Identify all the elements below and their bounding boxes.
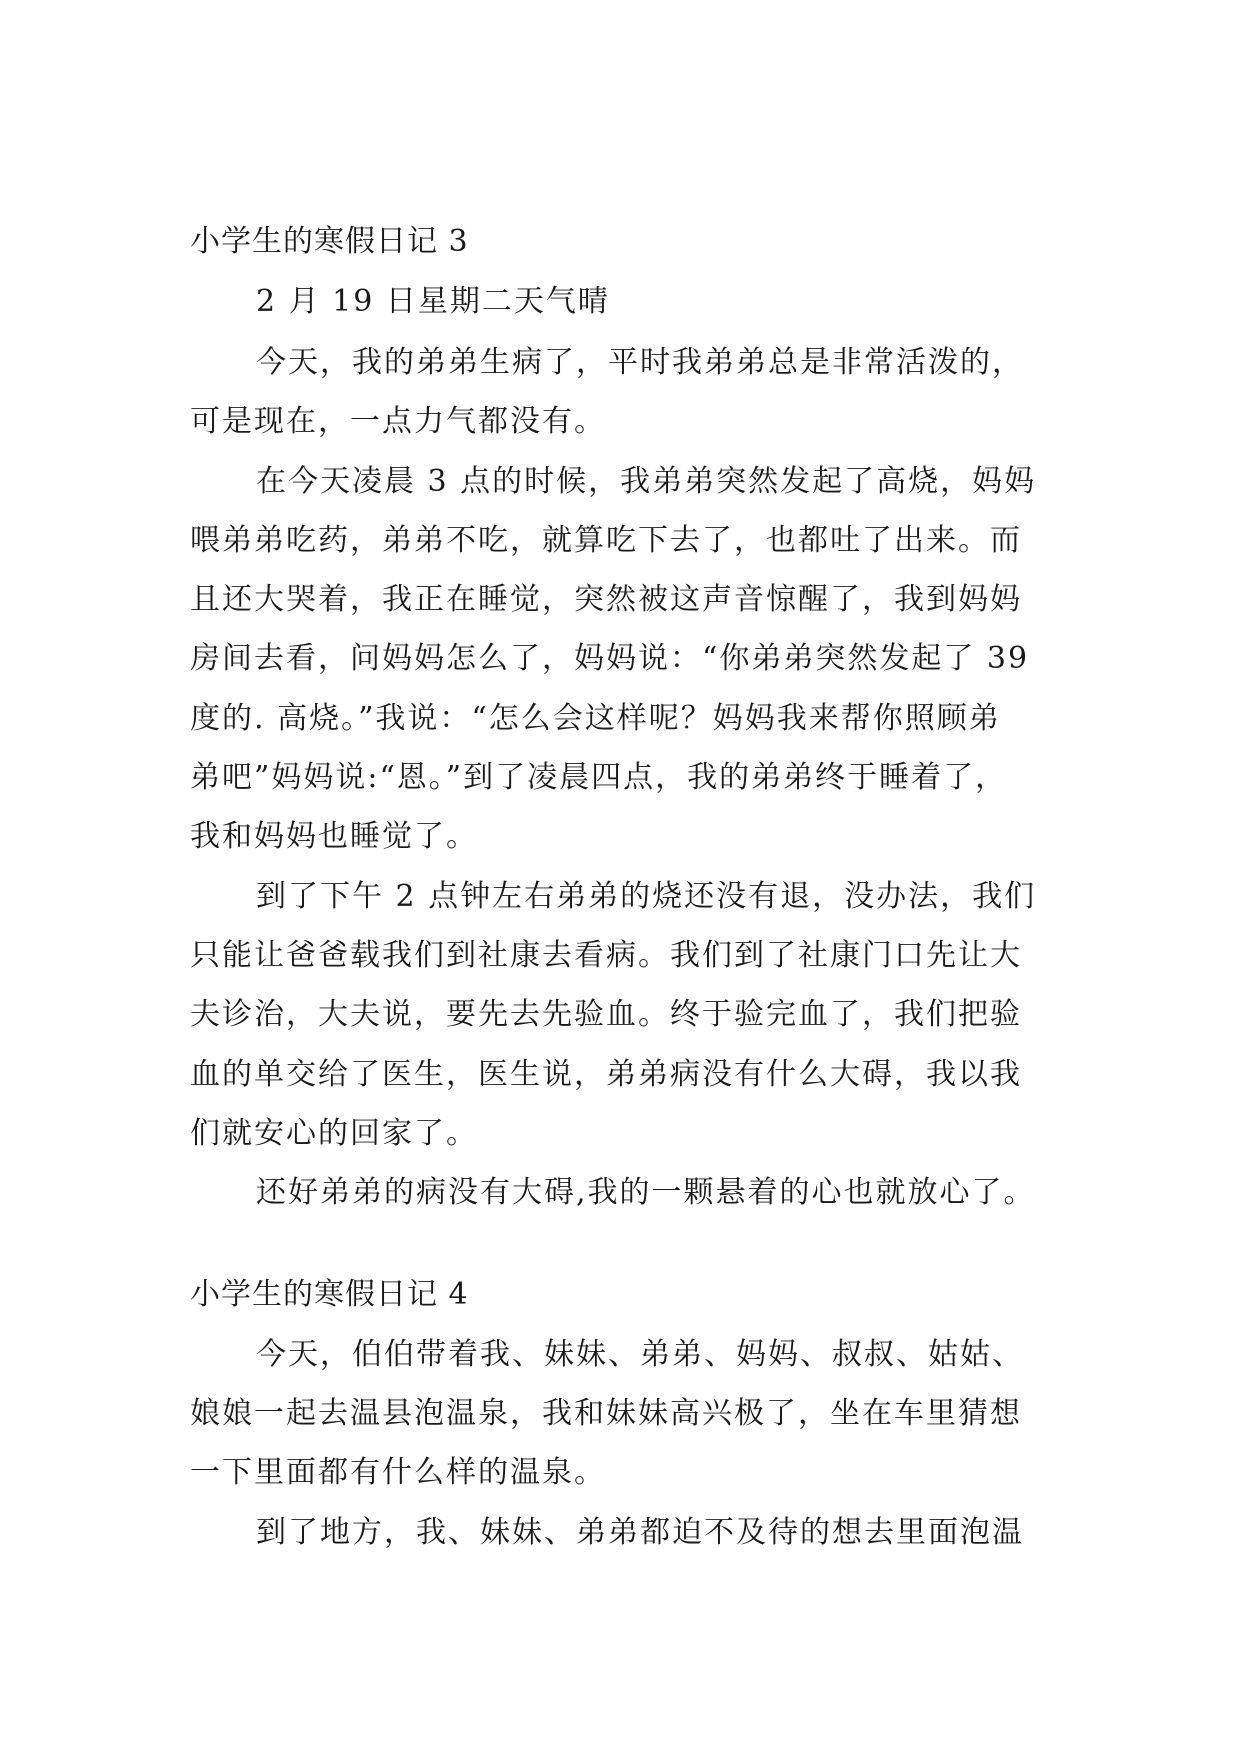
diary-3-line: 只能让爸爸载我们到社康去看病。我们到了社康门口先让大: [190, 938, 1022, 973]
diary-4-line: 娘娘一起去温县泡温泉，我和妹妹高兴极了，坐在车里猜想: [190, 1396, 1022, 1431]
diary-3-line: 到了下午 2 点钟左右弟弟的烧还没有退，没办法，我们: [256, 879, 1037, 914]
diary-3-line: 可是现在，一点力气都没有。: [190, 404, 606, 439]
diary-3-line: 且还大哭着，我正在睡觉，突然被这声音惊醒了，我到妈妈: [190, 582, 1022, 617]
diary-4-line: 今天，伯伯带着我、妹妹、弟弟、妈妈、叔叔、姑姑、: [256, 1337, 1024, 1372]
diary-3-line: 在今天凌晨 3 点的时候，我弟弟突然发起了高烧，妈妈: [256, 464, 1037, 499]
diary-3-line: 度的. 高烧。”我说：“怎么会这样呢？妈妈我来帮你照顾弟: [190, 701, 1001, 736]
diary-3-line: 弟吧”妈妈说:“恩。”到了凌晨四点，我的弟弟终于睡着了，: [190, 760, 1008, 795]
diary-4-line: 到了地方，我、妹妹、弟弟都迫不及待的想去里面泡温: [256, 1515, 1024, 1550]
diary-3-line: 血的单交给了医生，医生说，弟弟病没有什么大碍，我以我: [190, 1057, 1022, 1092]
diary-4-line: 一下里面都有什么样的温泉。: [190, 1455, 606, 1490]
diary-3-line: 房间去看，问妈妈怎么了，妈妈说：“你弟弟突然发起了 39: [190, 641, 1030, 676]
diary-3-line: 我和妈妈也睡觉了。: [190, 819, 478, 854]
diary-3-title: 小学生的寒假日记 3: [190, 224, 469, 259]
diary-3-line: 今天，我的弟弟生病了，平时我弟弟总是非常活泼的，: [256, 345, 1024, 380]
diary-3-date: 2 月 19 日星期二天气晴: [256, 284, 610, 319]
diary-3-line: 们就安心的回家了。: [190, 1116, 478, 1151]
diary-3-line: 还好弟弟的病没有大碍,我的一颗悬着的心也就放心了。: [256, 1175, 1036, 1210]
diary-3-line: 喂弟弟吃药，弟弟不吃，就算吃下去了，也都吐了出来。而: [190, 523, 1022, 558]
diary-3-line: 夫诊治，大夫说，要先去先验血。终于验完血了，我们把验: [190, 997, 1022, 1032]
diary-4-title: 小学生的寒假日记 4: [190, 1277, 469, 1312]
